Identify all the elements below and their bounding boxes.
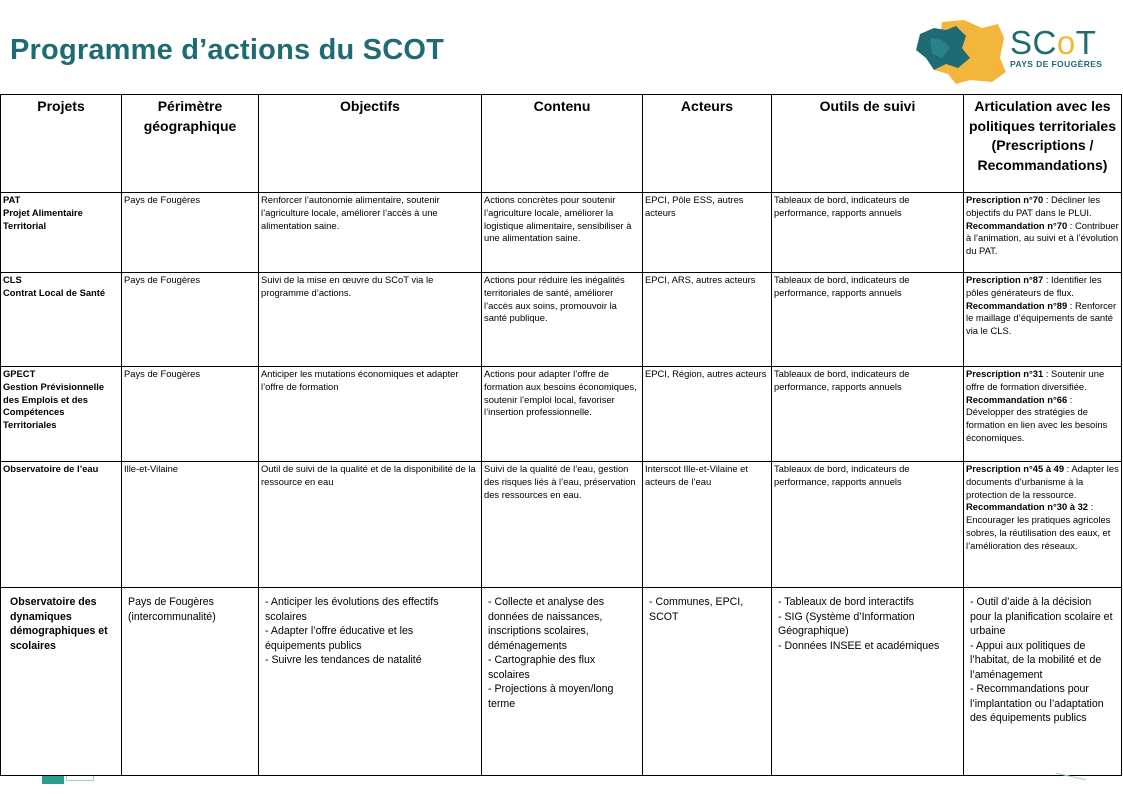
list-item: - Recommandations pour l’implantation ou l’adaptation des équipements publics [970, 683, 1104, 724]
column-header: Acteurs [643, 95, 772, 193]
actions-table [0, 94, 1122, 776]
logo-name-part: T [1075, 24, 1097, 61]
objectives-cell: Suivi de la mise en œuvre du SCoT via le programme d’actions. [259, 273, 482, 367]
prescription-text: : Identifier les pôles générateurs de flux. [966, 274, 1102, 298]
logo-name-part: SC [1010, 24, 1057, 61]
footer-decoration [66, 776, 94, 781]
articulation-cell [964, 462, 1122, 588]
content-cell: Suivi de la qualité de l’eau, gestion des risques liés à l’eau, préservation des ressources en eau. [482, 462, 643, 588]
project-name: Contrat Local de Santé [3, 286, 106, 298]
project-acronym: CLS [3, 274, 22, 285]
prescription-label: Prescription n°87 [966, 274, 1044, 285]
articulation-cell [964, 588, 1122, 776]
tools-cell [772, 588, 964, 776]
recommendation-label: Recommandation n°66 [966, 393, 1068, 405]
list-item: - SIG (Système d’Information Géographique) [778, 610, 915, 637]
content-cell: Actions pour adapter l’offre de formation aux besoins économiques, soutenir l’emploi local, favoriser l’insertion professionnelle. [482, 367, 643, 462]
prescription-label: Prescription n°70 [966, 194, 1044, 205]
objectives-cell: Outil de suivi de la qualité et de la disponibilité de la ressource en eau [259, 462, 482, 588]
prescription-label: Prescription n°31 [966, 368, 1044, 379]
recommendation-text: : Contribuer à l’animation, au suivi et à l’évolution du PAT. [966, 219, 1119, 257]
articulation-cell [964, 273, 1122, 367]
project-name: Observatoire de l’eau [3, 463, 99, 474]
tools-cell: Tableaux de bord, indicateurs de performance, rapports annuels [772, 462, 964, 588]
project-name: Gestion Prévisionnelle des Emplois et des Compétences Territoriales [3, 380, 105, 431]
recommendation-text: : Développer des stratégies de formation en lien avec les besoins économiques. [966, 393, 1108, 443]
logo-subtitle: PAYS DE FOUGÈRES [1010, 59, 1103, 69]
project-cell [1, 273, 122, 367]
project-acronym: GPECT [3, 368, 36, 379]
project-acronym: PAT [3, 194, 21, 205]
perimeter-cell: Pays de Fougères (intercommunalité) [122, 588, 259, 776]
objectives-cell: Renforcer l’autonomie alimentaire, soutenir l’agriculture locale, améliorer l’accès à une alimentation saine. [259, 193, 482, 273]
actors-cell: Interscot Ille-et-Vilaine et acteurs de l’eau [643, 462, 772, 588]
list-item: - Cartographie des flux scolaires [488, 654, 596, 681]
objectives-cell [259, 588, 482, 776]
tools-cell: Tableaux de bord, indicateurs de performance, rapports annuels [772, 193, 964, 273]
recommendation-label: Recommandation n°70 [966, 219, 1068, 231]
column-header: Contenu [482, 95, 643, 193]
column-header: Articulation avec les politiques territoriales (Prescriptions / Recommandations) [964, 95, 1122, 193]
recommendation-label: Recommandation n°30 à 32 [966, 501, 1089, 513]
content-cell [482, 588, 643, 776]
table-header-row [1, 95, 1122, 193]
prescription-text: : Soutenir une offre de formation diversifiée. [966, 368, 1105, 392]
table-row [1, 273, 1122, 367]
actors-cell [643, 588, 772, 776]
table-row [1, 193, 1122, 273]
recommendation-text: : Encourager les pratiques agricoles sobres, la réutilisation des eaux, et l’amélioration des réseaux. [966, 501, 1111, 551]
footer-decoration [42, 776, 64, 784]
actors-cell: EPCI, Région, autres acteurs [643, 367, 772, 462]
perimeter-cell: Pays de Fougères [122, 193, 259, 273]
table-row [1, 462, 1122, 588]
column-header: Projets [1, 95, 122, 193]
project-cell [1, 193, 122, 273]
column-header: Objectifs [259, 95, 482, 193]
tools-cell: Tableaux de bord, indicateurs de performance, rapports annuels [772, 367, 964, 462]
pays-de-fougeres-map-icon [912, 18, 1008, 86]
tools-cell: Tableaux de bord, indicateurs de performance, rapports annuels [772, 273, 964, 367]
recommendation-label: Recommandation n°89 [966, 299, 1068, 311]
prescription-label: Prescription n°45 à 49 [966, 463, 1065, 474]
objectives-cell: Anticiper les mutations économiques et adapter l’offre de formation [259, 367, 482, 462]
content-cell: Actions pour réduire les inégalités territoriales de santé, améliorer l’accès aux soins, promouvoir la santé publique. [482, 273, 643, 367]
content-cell: Actions concrètes pour soutenir l’agriculture locale, améliorer la logistique alimentaire, sensibiliser à une alimentation saine. [482, 193, 643, 273]
page-title: Programme d’actions du SCOT [10, 34, 445, 66]
articulation-cell [964, 367, 1122, 462]
list-item: - Suivre les tendances de natalité [265, 654, 422, 666]
list-item: - Adapter l’offre éducative et les équipements publics [265, 625, 414, 652]
list-item: - Données INSEE et académiques [778, 639, 940, 652]
project-name: Projet Alimentaire Territorial [3, 206, 83, 231]
logo-name-o: o [1056, 24, 1076, 61]
table-row [1, 367, 1122, 462]
list-item: - Collecte et analyse des données de naissances, inscriptions scolaires, déménagements [488, 596, 605, 652]
articulation-cell [964, 193, 1122, 273]
list-item: - Outil d’aide à la décision pour la planification scolaire et urbaine [970, 596, 1113, 637]
perimeter-cell: Pays de Fougères [122, 367, 259, 462]
column-header: Outils de suivi [772, 95, 964, 193]
project-cell [1, 367, 122, 462]
table-row [1, 588, 1122, 776]
list-item: - Anticiper les évolutions des effectifs scolaires [265, 596, 439, 623]
project-cell [1, 462, 122, 588]
list-item: - Tableaux de bord interactifs [778, 596, 914, 608]
perimeter-cell: Ille-et-Vilaine [122, 462, 259, 588]
prescription-text: : Adapter les documents d’urbanisme à la protection de la ressource. [966, 463, 1119, 500]
recommendation-text: : Renforcer le maillage d’équipements de santé via le CLS. [966, 299, 1117, 337]
list-item: - Projections à moyen/long terme [488, 683, 614, 710]
actors-cell: EPCI, Pôle ESS, autres acteurs [643, 193, 772, 273]
actors-cell: EPCI, ARS, autres acteurs [643, 273, 772, 367]
project-cell: Observatoire des dynamiques démographiques et scolaires [1, 588, 122, 776]
prescription-text: : Décliner les objectifs du PAT dans le PLUI. [966, 194, 1101, 218]
column-header: Périmètre géographique [122, 95, 259, 193]
list-item: - Communes, EPCI, SCOT [649, 596, 744, 623]
perimeter-cell: Pays de Fougères [122, 273, 259, 367]
scot-logo [912, 18, 1112, 86]
list-item: - Appui aux politiques de l’habitat, de la mobilité et de l’aménagement [970, 639, 1102, 681]
